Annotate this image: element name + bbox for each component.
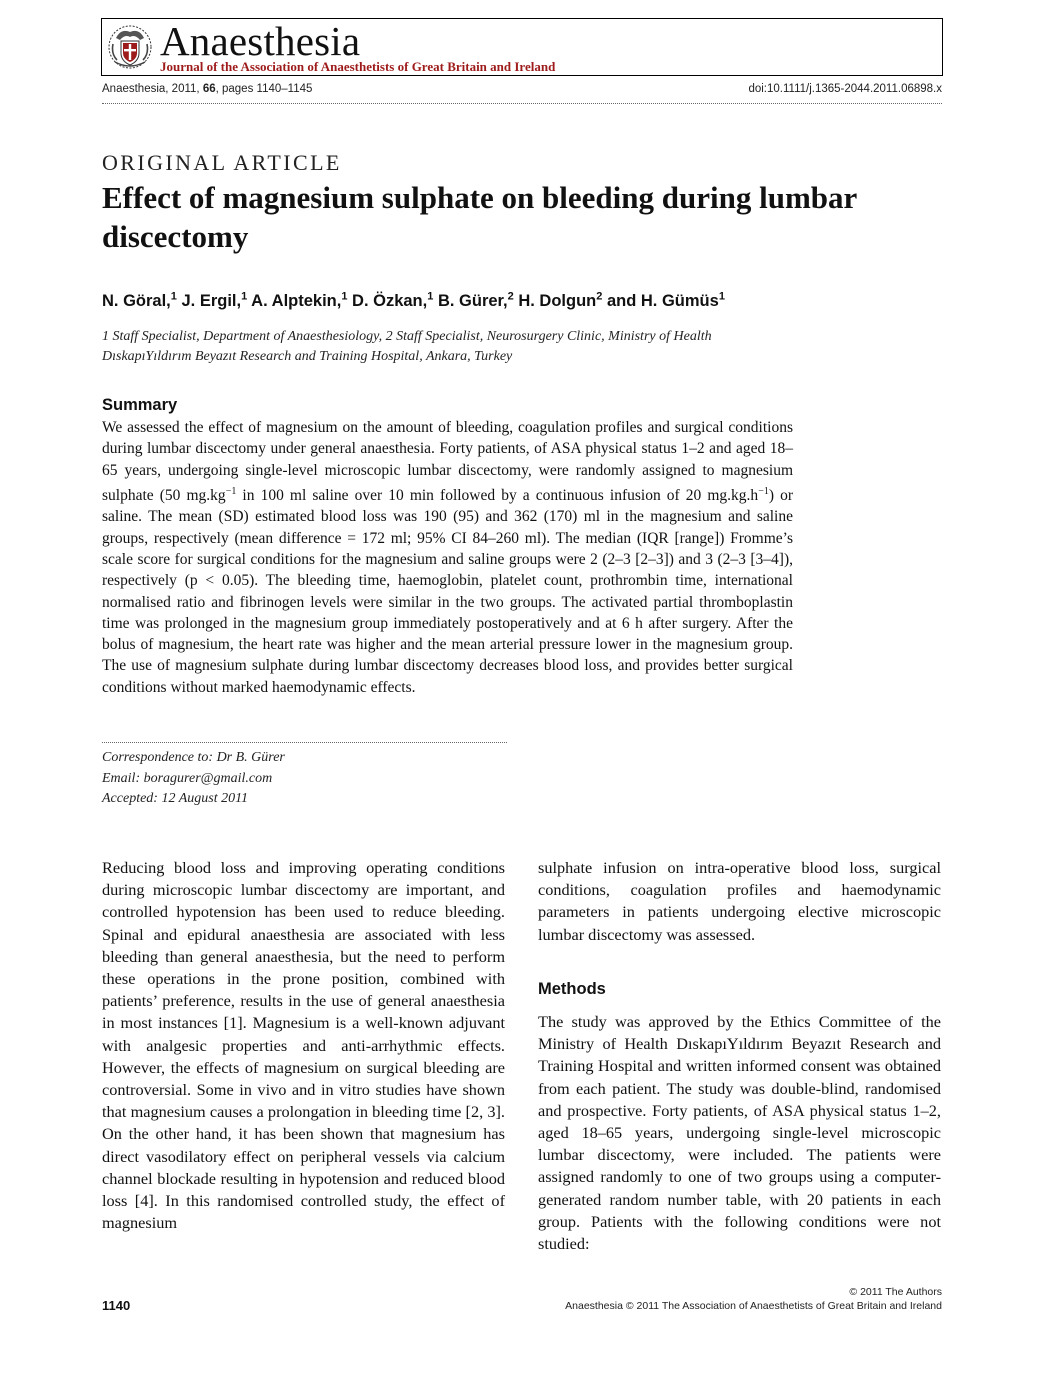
correspondence-email[interactable]: Email: boragurer@gmail.com <box>102 770 273 786</box>
methods-heading: Methods <box>538 980 606 998</box>
heraldic-crest-icon <box>107 24 153 70</box>
citation-line <box>102 83 312 95</box>
author: H. Dolgun$^2$ <box>513 290 603 310</box>
author: D. Özkan,$^1$ <box>347 290 434 310</box>
methods-text: The study was approved by the Ethics Committee of the Ministry of Health DıskapıYıldırım Beyazıt Research and Training Hospital and written informed consent was obtained from each patient. The study was double-blind, randomised and prospective. Forty patients, of ASA physical status 1–2, aged 18–65 years, undergoing single-level microscopic lumbar discectomy, were included. The patients were assigned randomly to one of two groups using a computer-generated random number table, with 20 patients in each group. Patients with the following conditions were not studied: <box>538 1012 941 1254</box>
article-title: Effect of magnesium sulphate on bleeding during lumbar discectomy <box>102 180 857 254</box>
header-divider <box>102 103 942 104</box>
doi: doi:10.1111/j.1365-2044.2011.06898.x <box>748 83 942 95</box>
author: A. Alptekin,$^1$ <box>247 290 348 310</box>
author: and H. Gümüs$^1$ <box>602 290 725 310</box>
correspondence-block <box>102 748 285 810</box>
author: N. Göral,$^1$ <box>102 290 177 310</box>
affiliation-line: 1 Staff Specialist, Department of Anaesthesiology, 2 Staff Specialist, Neurosurgery Clinic, Ministry of Health <box>102 329 712 344</box>
affiliation-line: DıskapıYıldırım Beyazıt Research and Training Hospital, Ankara, Turkey <box>102 349 513 364</box>
correspondence-to: Correspondence to: Dr B. Gürer <box>102 750 285 765</box>
accepted-date: Accepted: 12 August 2011 <box>102 791 249 806</box>
citation-volume: 66 <box>202 83 216 95</box>
copyright-authors: © 2011 The Authors <box>849 1286 942 1298</box>
section-label: ORIGINAL ARTICLE <box>102 150 342 175</box>
journal-name: Anaesthesia <box>160 18 361 64</box>
citation-pages: , pages 1140–1145 <box>215 83 313 95</box>
affiliations <box>102 327 802 367</box>
summary-heading: Summary <box>102 396 178 414</box>
body-intro-continued: sulphate infusion on intra-operative blood loss, surgical conditions, coagulation profiles and haemodynamic parameters in patients undergoing elective microscopic lumbar discectomy was assessed. <box>538 858 941 944</box>
body-intro-text: Reducing blood loss and improving operating conditions during microscopic lumbar discectomy are important, and controlled hypotension has been used to reduce bleeding. Spinal and epidural anaesthesia are associated with less bleeding than general anaesthesia, but the need to perform these operations in the prone position, combined with patients’ preference, results in the use of general anaesthesia in most instances [1]. Magnesium is a well-known adjuvant with analgesic properties and anti-arrhythmic effects. However, the effects of magnesium on surgical bleeding are controversial. Some in vivo and in vitro studies have shown that magnesium causes a prolongation in bleeding time [2, 3]. On the other hand, it has been shown that magnesium has direct vasodilatory effect on peripheral vessels via calcium channel blockade resulting in hypotension and reduced blood loss [4]. In this randomised controlled study, the effect of magnesium <box>102 858 505 1233</box>
page-number: 1140 <box>102 1298 131 1313</box>
author: B. Gürer,$^2$ <box>433 290 514 310</box>
journal-masthead <box>101 18 943 76</box>
copyright-association: Anaesthesia © 2011 The Association of Anaesthetists of Great Britain and Ireland <box>565 1300 942 1312</box>
copyright-notice <box>565 1285 942 1313</box>
summary-text: We assessed the effect of magnesium on the amount of bleeding, coagulation profiles and surgical conditions during lumbar discectomy under general anaesthesia. Forty patients, of ASA physical status 1–2 and aged 18–65 years, undergoing single-level microscopic lumbar discectomy, were randomly assigned to magnesium sulphate (50 $mg.kg^{-1}$ in 100 ml saline over 10 min followed by a continuous infusion of 20 $mg.kg.h^{-1}$) or saline. The mean (SD) estimated blood loss was 190 (95) and 362 (170) ml in the magnesium and saline groups, respectively (mean difference = 172 ml; 95% CI 84–260 ml). The median (IQR [range]) Fromme’s scale score for surgical conditions for the magnesium and saline groups were 2 (2–3 [2–3]) and 3 (2–3 [3–4]), respectively (p < 0.05). The bleeding time, haemoglobin, platelet count, prothrombin time, international normalised ratio and fibrinogen levels were similar in the two groups. The activated partial thromboplastin time was prolonged in the magnesium group immediately postoperatively and at 6 h after surgery. After the bolus of magnesium, the heart rate was higher and the mean arterial pressure lower in the magnesium group. The use of magnesium sulphate during lumbar discectomy decreases blood loss, and provides better surgical conditions without marked haemodynamic effects. <box>102 419 793 696</box>
journal-subtitle: Journal of the Association of Anaesthetists of Great Britain and Ireland <box>160 59 556 74</box>
author: J. Ergil,$^1$ <box>176 290 248 310</box>
correspondence-divider <box>102 742 507 743</box>
author-list <box>102 290 725 311</box>
citation-journal: Anaesthesia, 2011, <box>102 83 203 95</box>
